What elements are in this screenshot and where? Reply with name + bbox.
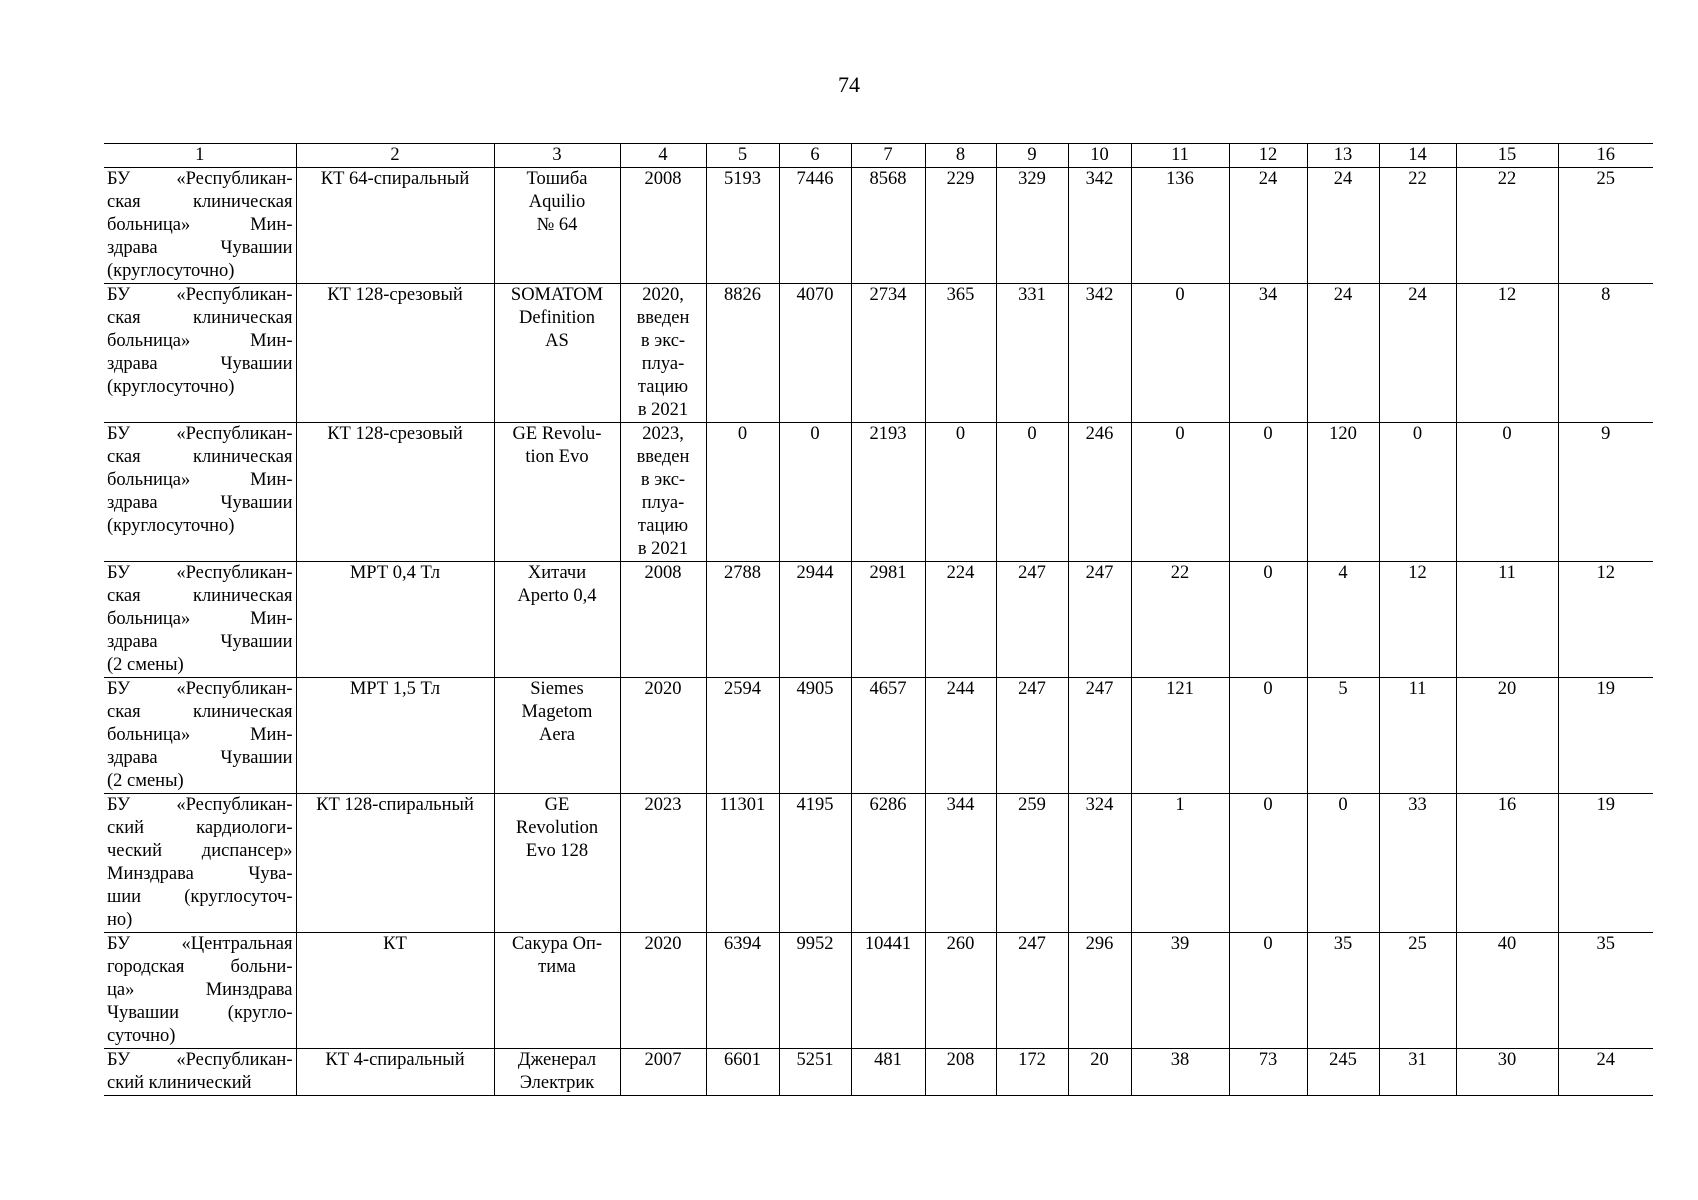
column-header-6: 6 (779, 144, 851, 168)
organization-line: здрава Чувашии (107, 238, 293, 258)
value-cell-col-14: 33 (1379, 794, 1456, 933)
value-cell-col-15: 20 (1456, 678, 1558, 794)
value-cell-col-12: 0 (1229, 933, 1307, 1049)
value-cell-col-7: 10441 (851, 933, 925, 1049)
year-cell: 2008 (620, 562, 706, 678)
table-row (104, 1049, 1653, 1096)
equipment-model-cell: SOMATOM Definition AS (494, 284, 620, 423)
value-cell-col-13: 0 (1307, 794, 1379, 933)
organization-line: суточно) (107, 1026, 176, 1046)
value-cell-col-11: 39 (1131, 933, 1229, 1049)
value-cell-col-5: 11301 (706, 794, 779, 933)
value-cell-col-13: 245 (1307, 1049, 1379, 1096)
organization-cell (104, 933, 296, 1049)
value-cell-col-9: 247 (996, 562, 1068, 678)
value-cell-col-10: 247 (1068, 562, 1131, 678)
organization-line: ческий диспансер» (107, 841, 293, 861)
equipment-type-cell: КТ 128-спиральный (296, 794, 494, 933)
value-cell-col-14: 0 (1379, 423, 1456, 562)
value-cell-col-9: 0 (996, 423, 1068, 562)
value-cell-col-14: 25 (1379, 933, 1456, 1049)
value-cell-col-14: 31 (1379, 1049, 1456, 1096)
equipment-model-cell: Хитачи Aperto 0,4 (494, 562, 620, 678)
table-row (104, 168, 1653, 284)
organization-line: здрава Чувашии (107, 354, 293, 374)
value-cell-col-11: 136 (1131, 168, 1229, 284)
value-cell-col-12: 0 (1229, 423, 1307, 562)
value-cell-col-5: 2788 (706, 562, 779, 678)
column-header-9: 9 (996, 144, 1068, 168)
value-cell-col-8: 208 (925, 1049, 996, 1096)
value-cell-col-6: 4195 (779, 794, 851, 933)
value-cell-col-10: 247 (1068, 678, 1131, 794)
value-cell-col-16: 19 (1558, 794, 1653, 933)
column-header-7: 7 (851, 144, 925, 168)
value-cell-col-8: 260 (925, 933, 996, 1049)
column-header-14: 14 (1379, 144, 1456, 168)
organization-line: БУ «Республикан- (107, 424, 293, 444)
equipment-model-cell: GE Revolution Evo 128 (494, 794, 620, 933)
value-cell-col-6: 4070 (779, 284, 851, 423)
organization-line: ская клиническая (107, 192, 293, 212)
organization-line: ская клиническая (107, 308, 293, 328)
organization-line: больница» Мин- (107, 331, 293, 351)
value-cell-col-12: 0 (1229, 678, 1307, 794)
header-row (104, 144, 1653, 168)
value-cell-col-10: 296 (1068, 933, 1131, 1049)
value-cell-col-15: 0 (1456, 423, 1558, 562)
value-cell-col-6: 4905 (779, 678, 851, 794)
column-header-16: 16 (1558, 144, 1653, 168)
organization-line: больница» Мин- (107, 725, 293, 745)
year-cell: 2023 (620, 794, 706, 933)
organization-line: (2 смены) (107, 771, 184, 791)
value-cell-col-5: 8826 (706, 284, 779, 423)
value-cell-col-12: 24 (1229, 168, 1307, 284)
value-cell-col-16: 35 (1558, 933, 1653, 1049)
equipment-table (104, 143, 1653, 1096)
organization-line: (круглосуточно) (107, 516, 235, 536)
table-row (104, 678, 1653, 794)
value-cell-col-11: 0 (1131, 423, 1229, 562)
organization-line: больница» Мин- (107, 215, 293, 235)
value-cell-col-16: 12 (1558, 562, 1653, 678)
column-header-11: 11 (1131, 144, 1229, 168)
value-cell-col-9: 247 (996, 678, 1068, 794)
value-cell-col-5: 5193 (706, 168, 779, 284)
value-cell-col-7: 8568 (851, 168, 925, 284)
value-cell-col-14: 22 (1379, 168, 1456, 284)
organization-line: БУ «Республикан- (107, 169, 293, 189)
column-header-15: 15 (1456, 144, 1558, 168)
organization-line: (круглосуточно) (107, 377, 235, 397)
organization-line: (2 смены) (107, 655, 184, 675)
value-cell-col-7: 2734 (851, 284, 925, 423)
value-cell-col-7: 481 (851, 1049, 925, 1096)
equipment-type-cell: КТ 4-спиральный (296, 1049, 494, 1096)
organization-line: Минздрава Чува- (107, 864, 293, 884)
equipment-type-cell: КТ (296, 933, 494, 1049)
value-cell-col-15: 30 (1456, 1049, 1558, 1096)
value-cell-col-10: 246 (1068, 423, 1131, 562)
organization-cell (104, 284, 296, 423)
value-cell-col-12: 73 (1229, 1049, 1307, 1096)
column-header-10: 10 (1068, 144, 1131, 168)
value-cell-col-15: 11 (1456, 562, 1558, 678)
year-cell: 2007 (620, 1049, 706, 1096)
organization-line: ца» Минздрава (107, 980, 293, 1000)
value-cell-col-11: 1 (1131, 794, 1229, 933)
organization-line: (круглосуточно) (107, 261, 235, 281)
column-header-12: 12 (1229, 144, 1307, 168)
value-cell-col-6: 7446 (779, 168, 851, 284)
value-cell-col-16: 9 (1558, 423, 1653, 562)
organization-line: ский клинический (107, 1073, 252, 1093)
table-body (104, 168, 1653, 1096)
organization-line: здрава Чувашии (107, 748, 293, 768)
value-cell-col-8: 224 (925, 562, 996, 678)
value-cell-col-6: 2944 (779, 562, 851, 678)
equipment-type-cell: КТ 64-спиральный (296, 168, 494, 284)
organization-line: БУ «Республикан- (107, 795, 293, 815)
organization-line: Чувашии (кругло- (107, 1003, 293, 1023)
equipment-model-cell: Сакура Оп- тима (494, 933, 620, 1049)
value-cell-col-10: 342 (1068, 168, 1131, 284)
value-cell-col-5: 2594 (706, 678, 779, 794)
value-cell-col-6: 0 (779, 423, 851, 562)
value-cell-col-16: 8 (1558, 284, 1653, 423)
value-cell-col-13: 35 (1307, 933, 1379, 1049)
year-cell: 2023, введен в экс- плуа- тацию в 2021 (620, 423, 706, 562)
column-header-3: 3 (494, 144, 620, 168)
year-cell: 2020 (620, 678, 706, 794)
value-cell-col-16: 24 (1558, 1049, 1653, 1096)
organization-line: ская клиническая (107, 447, 293, 467)
value-cell-col-14: 24 (1379, 284, 1456, 423)
value-cell-col-13: 24 (1307, 168, 1379, 284)
value-cell-col-12: 34 (1229, 284, 1307, 423)
year-cell: 2020, введен в экс- плуа- тацию в 2021 (620, 284, 706, 423)
equipment-model-cell: Siemes Magetom Aera (494, 678, 620, 794)
organization-cell (104, 1049, 296, 1096)
column-header-8: 8 (925, 144, 996, 168)
value-cell-col-16: 19 (1558, 678, 1653, 794)
value-cell-col-10: 342 (1068, 284, 1131, 423)
value-cell-col-6: 9952 (779, 933, 851, 1049)
column-header-5: 5 (706, 144, 779, 168)
value-cell-col-7: 6286 (851, 794, 925, 933)
value-cell-col-5: 6394 (706, 933, 779, 1049)
value-cell-col-10: 324 (1068, 794, 1131, 933)
value-cell-col-8: 344 (925, 794, 996, 933)
organization-line: ский кардиологи- (107, 818, 293, 838)
table-row (104, 794, 1653, 933)
value-cell-col-10: 20 (1068, 1049, 1131, 1096)
table-row (104, 562, 1653, 678)
value-cell-col-11: 38 (1131, 1049, 1229, 1096)
value-cell-col-7: 2981 (851, 562, 925, 678)
value-cell-col-9: 172 (996, 1049, 1068, 1096)
value-cell-col-9: 331 (996, 284, 1068, 423)
organization-line: здрава Чувашии (107, 493, 293, 513)
value-cell-col-11: 22 (1131, 562, 1229, 678)
organization-line: больница» Мин- (107, 470, 293, 490)
value-cell-col-9: 329 (996, 168, 1068, 284)
equipment-model-cell: Тошиба Aquilio № 64 (494, 168, 620, 284)
value-cell-col-11: 0 (1131, 284, 1229, 423)
organization-line: шии (круглосуточ- (107, 887, 293, 907)
table-row (104, 933, 1653, 1049)
equipment-model-cell: GE Revolu- tion Evo (494, 423, 620, 562)
organization-line: ская клиническая (107, 702, 293, 722)
value-cell-col-7: 2193 (851, 423, 925, 562)
value-cell-col-15: 40 (1456, 933, 1558, 1049)
value-cell-col-13: 5 (1307, 678, 1379, 794)
table-row (104, 423, 1653, 562)
organization-line: БУ «Республикан- (107, 1050, 293, 1070)
value-cell-col-9: 247 (996, 933, 1068, 1049)
value-cell-col-15: 22 (1456, 168, 1558, 284)
value-cell-col-9: 259 (996, 794, 1068, 933)
table-row (104, 284, 1653, 423)
organization-line: городская больни- (107, 957, 293, 977)
organization-cell (104, 678, 296, 794)
column-header-1: 1 (104, 144, 296, 168)
organization-line: здрава Чувашии (107, 632, 293, 652)
organization-cell (104, 562, 296, 678)
equipment-model-cell: Дженерал Электрик (494, 1049, 620, 1096)
organization-line: ская клиническая (107, 586, 293, 606)
value-cell-col-5: 0 (706, 423, 779, 562)
value-cell-col-14: 11 (1379, 678, 1456, 794)
value-cell-col-5: 6601 (706, 1049, 779, 1096)
equipment-type-cell: МРТ 0,4 Тл (296, 562, 494, 678)
value-cell-col-16: 25 (1558, 168, 1653, 284)
value-cell-col-13: 120 (1307, 423, 1379, 562)
organization-line: но) (107, 910, 133, 930)
value-cell-col-12: 0 (1229, 562, 1307, 678)
organization-cell (104, 423, 296, 562)
organization-line: БУ «Республикан- (107, 285, 293, 305)
value-cell-col-13: 24 (1307, 284, 1379, 423)
value-cell-col-8: 229 (925, 168, 996, 284)
value-cell-col-6: 5251 (779, 1049, 851, 1096)
value-cell-col-13: 4 (1307, 562, 1379, 678)
equipment-type-cell: КТ 128-срезовый (296, 423, 494, 562)
organization-cell (104, 794, 296, 933)
page-number: 74 (838, 72, 860, 97)
value-cell-col-8: 0 (925, 423, 996, 562)
equipment-type-cell: КТ 128-срезовый (296, 284, 494, 423)
value-cell-col-15: 16 (1456, 794, 1558, 933)
column-header-13: 13 (1307, 144, 1379, 168)
organization-cell (104, 168, 296, 284)
value-cell-col-7: 4657 (851, 678, 925, 794)
value-cell-col-15: 12 (1456, 284, 1558, 423)
organization-line: БУ «Республикан- (107, 679, 293, 699)
equipment-type-cell: МРТ 1,5 Тл (296, 678, 494, 794)
year-cell: 2020 (620, 933, 706, 1049)
organization-line: больница» Мин- (107, 609, 293, 629)
value-cell-col-12: 0 (1229, 794, 1307, 933)
column-header-4: 4 (620, 144, 706, 168)
year-cell: 2008 (620, 168, 706, 284)
value-cell-col-8: 365 (925, 284, 996, 423)
column-header-2: 2 (296, 144, 494, 168)
value-cell-col-11: 121 (1131, 678, 1229, 794)
value-cell-col-14: 12 (1379, 562, 1456, 678)
organization-line: БУ «Республикан- (107, 563, 293, 583)
organization-line: БУ «Центральная (107, 934, 293, 954)
value-cell-col-8: 244 (925, 678, 996, 794)
